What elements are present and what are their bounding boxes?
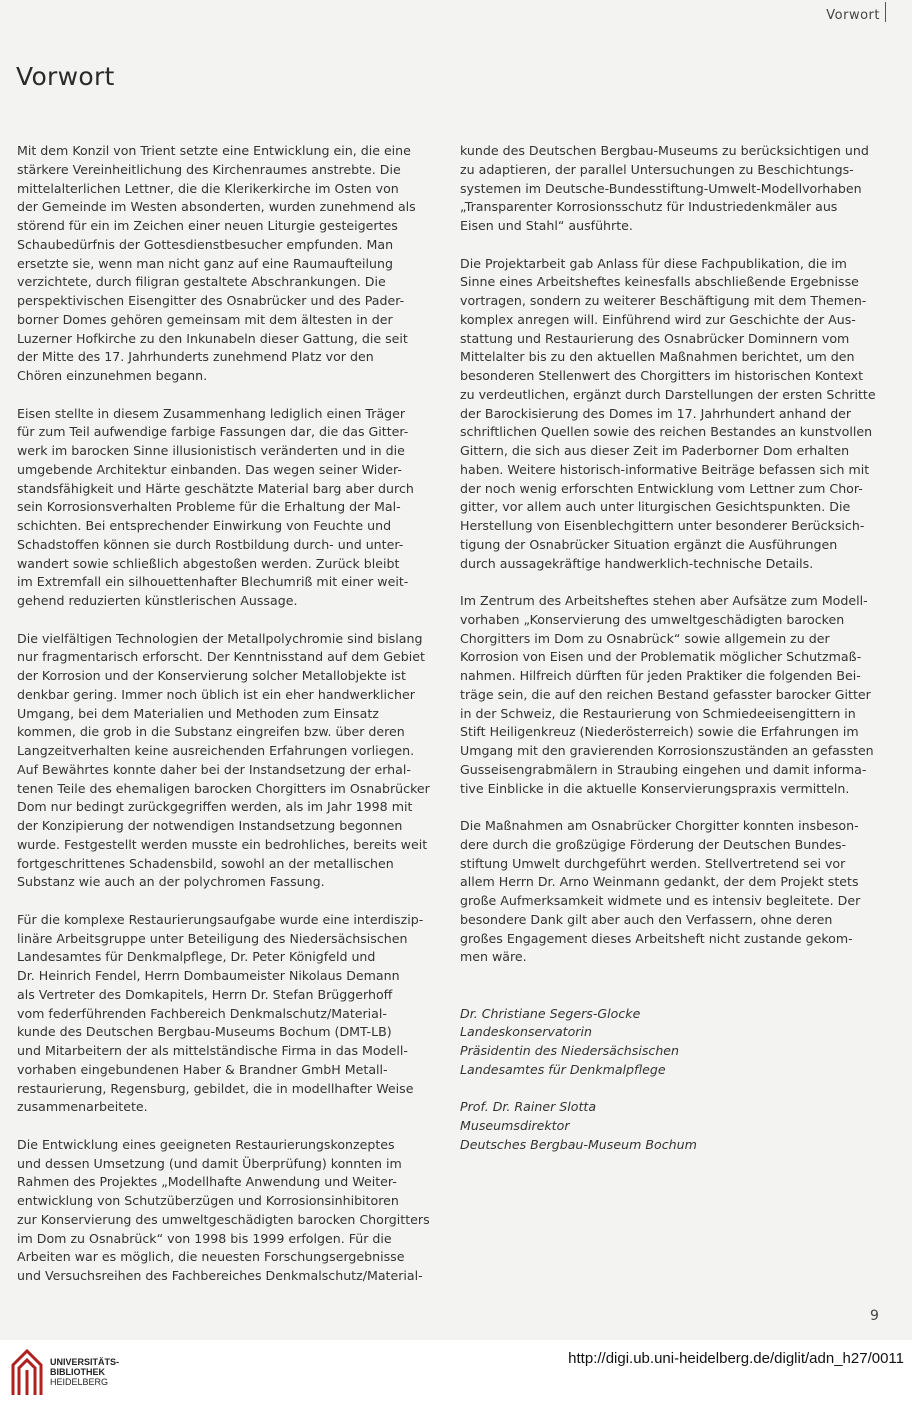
paragraph: Die vielfältigen Technologien der Metallpolychromie sind bislang nur fragmentarisch erforscht. Der Kenntnisstand auf dem Gebiet der Korrosion und der Konservierung solcher Metallobjekte ist denkbar gering. Immer noch üblich ist ein eher handwerklicher Umgang, bei dem Materialien und Methoden zum Einsatz kommen, die grob in die Substanz eingreifen bzw. über deren Langzeitverhalten keine ausreichenden Erfahrungen vorliegen. Auf Bewährtes konnte daher bei der Instandsetzung der erhal- tenen Teile des ehemaligen barocken Chorgitters im Osnabrücker Dom nur bedingt zurückgegriffen werden, als im Jahr 1998 mit der Konzipierung der notwendigen Instandsetzung begonnen wurde. Festgestellt werden musste ein bedrohliches, bereits weit fortgeschrittenes Schadensbild, sowohl an der metallischen Substanz wie auch an der polychromen Fassung. <box>17 630 430 890</box>
paragraph: Mit dem Konzil von Trient setzte eine Entwicklung ein, die eine stärkere Vereinheitlichung des Kirchenraumes anstrebte. Die mittelalterlichen Lettner, die die Klerikerkirche im Osten von der Gemeinde im Westen absonderten, wurden zunehmend als störend für ein im Zeichen einer neuen Liturgie gesteigertes Schaubedürfnis der Gottesdienstbesucher empfunden. Man ersetzte sie, wenn man nicht ganz auf eine Raumaufteilung verzichtete, durch filigran gestaltete Abschrankungen. Die perspektivischen Eisengitter des Osnabrücker und des Pader- borner Domes gehören gemeinsam mit dem ältesten in der Luzerner Hofkirche zu den Inkunabeln dieser Gattung, die seit der Mitte des 17. Jahrhunderts zunehmend Platz vor den Chören einzunehmen begann. <box>17 143 416 383</box>
left-column <box>17 142 442 1305</box>
library-name-line: BIBLIOTHEK <box>50 1367 105 1377</box>
paragraph: Im Zentrum des Arbeitsheftes stehen aber Aufsätze zum Modell- vorhaben „Konservierung des umweltgeschädigten barocken Chorgitters im Dom zu Osnabrück“ sowie allgemein zu der Korrosion von Eisen und der Problematik möglicher Schutzmaß- nahmen. Hilfreich dürften für jeden Praktiker die folgenden Bei- träge sein, die auf den reichen Bestand gefasster barocker Gitter in der Schweiz, die Restaurierung von Schmiedeeisengittern in Stift Heiligenkreuz (Niederösterreich) sowie die Erfahrungen im Umgang mit den gravierenden Korrosionszuständen an gefassten Gusseisengrabmälern in Straubing eingehen und damit informa- tive Einblicke in die aktuelle Konservierungspraxis vermitteln. <box>460 593 874 796</box>
header-rule <box>885 2 886 22</box>
paragraph: Die Projektarbeit gab Anlass für diese Fachpublikation, die im Sinne eines Arbeitsheftes keinesfalls abschließende Ergebnisse vortragen, sondern zu weiterer Beschäftigung mit dem Themen- komplex anregen will. Einführend wird zur Geschichte der Aus- stattung und Restaurierung des Osnabrücker Dominnern vom Mittelalter bis zu den aktuellen Maßnahmen berichtet, um den besonderen Stellenwert des Chorgitters im historischen Kontext zu verdeutlichen, ergänzt durch Darstellungen der ersten Schritte der Barockisierung des Domes im 17. Jahrhundert anhand der schriftlichen Quellen sowie des reichen Bestandes an kunstvollen Gittern, die sich aus dieser Zeit im Paderborner Dom erhalten haben. Weitere historisch-informative Beiträge befassen sich mit der noch wenig erforschten Entwicklung vom Lettner zum Chor- gitter, vor allem auch unter liturgischen Gesichtspunkten. Die Herstellung von Eisenblechgittern unter besonderer Berücksich- tigung der Osnabrücker Situation ergänzt die Ausführungen durch aussagekräftige handwerklich-technische Details. <box>460 255 876 571</box>
paragraph: Für die komplexe Restaurierungsaufgabe wurde eine interdiszip- linäre Arbeitsgruppe unter Beteiligung des Niedersächsischen Landesamtes für Denkmalpflege, Dr. Peter Königfeld und Dr. Heinrich Fendel, Herrn Dombaumeister Nikolaus Demann als Vertreter des Domkapitels, Herrn Dr. Stefan Brüggerhoff vom federführenden Fachbereich Denkmalschutz/Material- kunde des Deutschen Bergbau-Museums Bochum (DMT-LB) und Mitarbeitern der als mittelständische Firma in das Modell- vorhaben eingebundenen Haber & Brandner GmbH Metall- restaurierung, Regensburg, gebildet, die in modellhafter Weise zusammenarbeitete. <box>17 911 424 1115</box>
spacer <box>460 986 885 1005</box>
paragraph: Eisen stellte in diesem Zusammenhang lediglich einen Träger für zum Teil aufwendige farbige Fassungen dar, die das Gitter- werk im barocken Sinne illusionistisch veränderten und in die umgebende Architektur einbanden. Das wegen seiner Wider- standsfähigkeit und Härte geschätzte Material barg aber durch sein Korrosionsverhalten Probleme für die Erhaltung der Mal- schichten. Bei entsprechender Einwirkung von Feuchte und Schadstoffen können sie durch Rostbildung durch- und unter- wandert sowie schließlich abgestoßen werden. Zurück bleibt im Extremfall ein silhouettenhafter Blechumriß mit einer weit- gehend reduzierten künstlerischen Aussage. <box>17 405 414 608</box>
library-name[interactable] <box>50 1357 119 1387</box>
signature-segers-glocke: Dr. Christiane Segers-Glocke Landeskonservatorin Präsidentin des Niedersächsischen Landesamtes für Denkmalpflege <box>460 1005 680 1077</box>
library-name-line: HEIDELBERG <box>50 1377 109 1387</box>
page-title: Vorwort <box>16 62 115 91</box>
right-column <box>460 142 885 1173</box>
library-name-line: UNIVERSITÄTS- <box>50 1357 120 1367</box>
signature-slotta: Prof. Dr. Rainer Slotta Museumsdirektor Deutsches Bergbau-Museum Bochum <box>460 1099 697 1152</box>
source-url-link[interactable]: http://digi.ub.uni-heidelberg.de/diglit/adn_h27/0011 <box>568 1350 904 1367</box>
running-header: Vorwort <box>826 8 880 23</box>
paragraph: Die Entwicklung eines geeigneten Restaurierungskonzeptes und dessen Umsetzung (und damit Überprüfung) konnten im Rahmen des Projektes „Modellhafte Anwendung und Weiter- entwicklung von Schutzüberzügen und Korrosionsinhibitoren zur Konservierung des umweltgeschädigten barocken Chorgitters im Dom zu Osnabrück“ von 1998 bis 1999 erfolgen. Für die Arbeiten war es möglich, die neuesten Forschungsergebnisse und Versuchsreihen des Fachbereiches Denkmalschutz/Material- <box>17 1136 430 1283</box>
paragraph: kunde des Deutschen Bergbau-Museums zu berücksichtigen und zu adaptieren, der parallel Untersuchungen zu Beschichtungs- systemen im Deutsche-Bundesstiftung-Umwelt-Modellvorhaben „Transparenter Korrosionsschutz für Industriedenkmäler aus Eisen und Stahl“ ausführte. <box>460 143 869 233</box>
paragraph: Die Maßnahmen am Osnabrücker Chorgitter konnten insbeson- dere durch die großzügige Förderung der Deutschen Bundes- stiftung Umwelt durchgeführt werden. Stellvertretend sei vor allem Herrn Dr. Arno Weinmann gedankt, der dem Projekt stets große Aufmerksamkeit widmete und es intensiv begleitete. Der besondere Dank gilt aber auch den Verfassern, ohne deren großes Engagement dieses Arbeitsheft nicht zustande gekom- men wäre. <box>460 818 861 965</box>
library-logo-icon[interactable] <box>10 1348 44 1396</box>
page-number: 9 <box>870 1308 879 1324</box>
